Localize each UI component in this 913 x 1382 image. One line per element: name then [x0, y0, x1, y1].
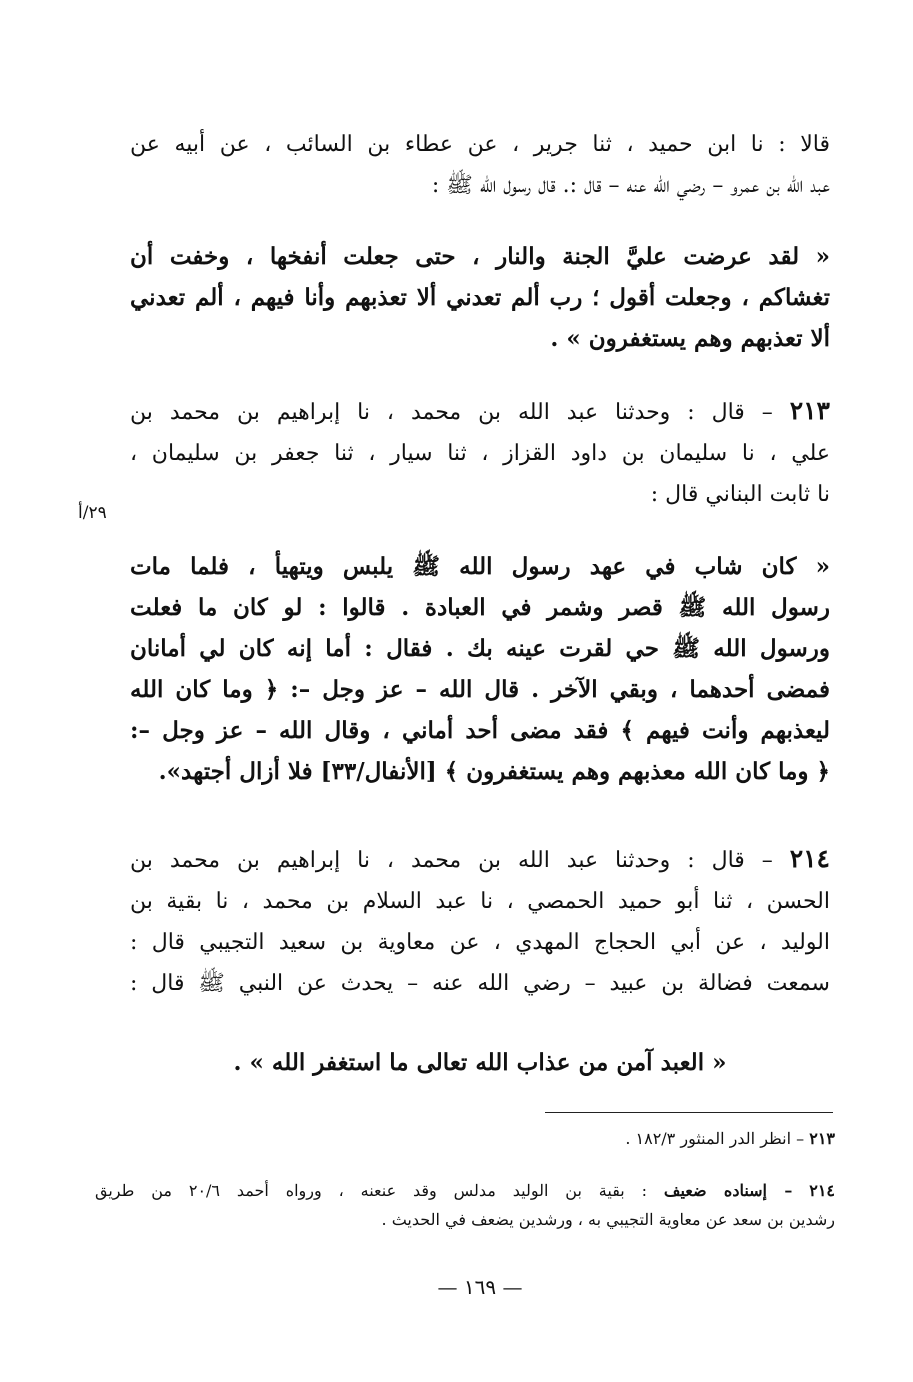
footnote-213 [95, 1124, 835, 1153]
page-number: — ١٦٩ — [437, 1275, 523, 1299]
footnote-214-text-1: : بقية بن الوليد مدلس وقد عنعنه ، ورواه أحمد ٢٠/٦ من طريق [95, 1181, 648, 1200]
isnad-213-line-1 [130, 390, 830, 433]
hadith-213-line-5: ليعذبهم وأنت فيهم ﴾ فقد مضى أحد أماني ، وقال الله – عز وجل –: [130, 717, 830, 744]
manuscript-folio-note: ٢٩/أ [78, 503, 107, 523]
footnote-214-label: – إسناده ضعيف [663, 1181, 793, 1200]
isnad-213-line-1-text: – قال : وحدثنا عبد الله بن محمد ، نا إبراهيم بن محمد بن [130, 400, 773, 425]
isnad-214-line-1 [130, 838, 830, 881]
hadith-213-line-6: ﴿ وما كان الله معذبهم وهم يستغفرون ﴾ [الأنفال/٣٣] فلا أزال أجتهد». [158, 758, 830, 785]
hadith-212-line-2: تغشاكم ، وجعلت أقول ؛ رب ألم تعدني ألا تعذبهم وأنا فيهم ، ألم تعدني [130, 284, 830, 311]
hadith-214-text [130, 1042, 830, 1083]
intro-line-2: عبد الله بن عمرو – رضي الله عنه – قال :. قال رسول الله ﷺ : [431, 173, 830, 198]
footnote-separator [545, 1112, 833, 1113]
footnote-214-number: ٢١٤ [809, 1181, 835, 1200]
isnad-214-line-2: الحسن ، ثنا أبو حميد الحمصي ، نا عبد السلام بن محمد ، نا بقية بن [130, 889, 830, 914]
hadith-212-text [130, 236, 830, 359]
hadith-214-line: « العبد آمن من عذاب الله تعالى ما استغفر الله » . [233, 1049, 727, 1076]
footnote-213-line [95, 1124, 835, 1153]
footnote-214-line-2: رشدين بن سعد عن معاوية التجيبي به ، ورشدين يضعف في الحديث . [381, 1210, 835, 1229]
hadith-213-line-4: فمضى أحدهما ، وبقي الآخر . قال الله – عز وجل –: ﴿ وما كان الله [130, 676, 830, 703]
hadith-213-text [130, 546, 830, 792]
footnote-214-line-1 [95, 1176, 835, 1205]
isnad-213 [130, 390, 830, 515]
hadith-212-line-3: ألا تعذبهم وهم يستغفرون » . [550, 325, 830, 352]
isnad-213-line-2: علي ، نا سليمان بن داود القزاز ، ثنا سيار ، ثنا جعفر بن سليمان ، [130, 441, 830, 466]
isnad-214-line-3: الوليد ، عن أبي الحجاج المهدي ، عن معاوية بن سعيد التجيبي قال : [130, 930, 830, 955]
hadith-number-214: ٢١٤ [789, 844, 830, 873]
intro-isnad [130, 124, 830, 206]
hadith-213-line-1: « كان شاب في عهد رسول الله ﷺ يلبس ويتهيأ ، فلما مات [130, 553, 830, 580]
isnad-214-line-1-text: – قال : وحدثنا عبد الله بن محمد ، نا إبراهيم بن محمد بن [130, 848, 773, 873]
isnad-213-line-3: نا ثابت البناني قال : [650, 482, 830, 507]
hadith-213-line-2: رسول الله ﷺ قصر وشمر في العبادة . قالوا : لو كان ما فعلت [130, 594, 830, 621]
isnad-214 [130, 838, 830, 1004]
intro-line-1: قالا : نا ابن حميد ، ثنا جرير ، عن عطاء بن السائب ، عن أبيه عن [130, 132, 830, 157]
hadith-number-213: ٢١٣ [789, 396, 830, 425]
footnote-214 [95, 1176, 835, 1234]
footnote-213-text: – انظر الدر المنثور ١٨٢/٣ . [625, 1129, 805, 1148]
isnad-214-line-4: سمعت فضالة بن عبيد – رضي الله عنه – يحدث عن النبي ﷺ قال : [130, 971, 830, 996]
hadith-212-line-1: « لقد عرضت عليَّ الجنة والنار ، حتى جعلت أنفخها ، وخفت أن [130, 243, 830, 270]
footnote-213-number: ٢١٣ [809, 1129, 835, 1148]
hadith-213-line-3: ورسول الله ﷺ حي لقرت عينه بك . فقال : أما إنه كان لي أمانان [130, 635, 830, 662]
